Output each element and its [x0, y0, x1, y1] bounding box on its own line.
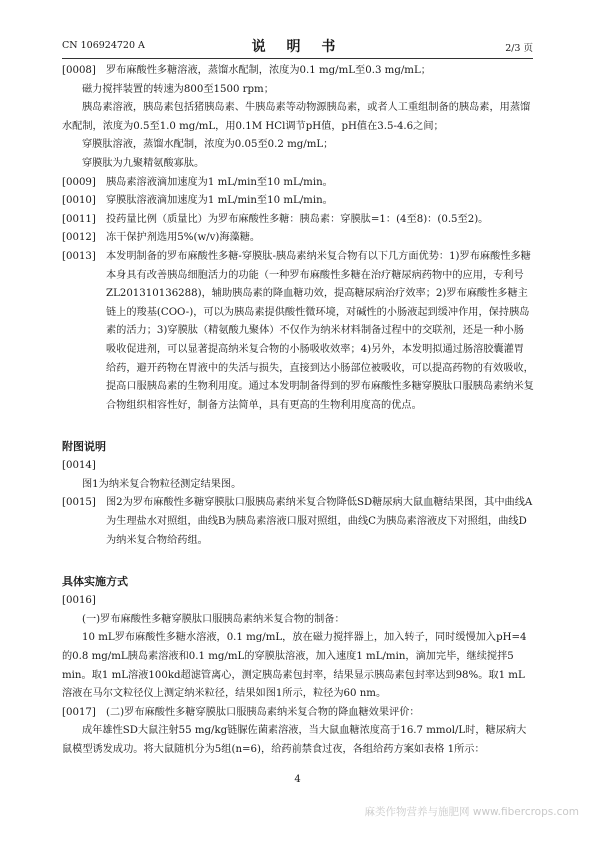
para-num: [0013] [62, 250, 96, 262]
para-text: 罗布麻酸性多糖溶液，蒸馏水配制，浓度为0.1 mg/mL至0.3 mg/mL； [106, 65, 431, 76]
paragraph-0008-line: 胰岛素溶液，胰岛素包括猪胰岛素、牛胰岛素等动物源胰岛素，或者人工重组制备的胰岛素，用蒸馏水配制，浓度为0.5至1.0 mg/mL，用0.1M HCl调节pH值，pH值在3.5-4.6之间； [62, 102, 531, 132]
para-text: 图2为罗布麻酸性多糖穿膜肽口服胰岛素纳米复合物降低SD糖尿病大鼠血糖结果图，其中曲线A为生理盐水对照组，曲线B为胰岛素溶液口服对照组，曲线C为胰岛素溶液皮下对照组，曲线D为纳米复合物给药组。 [106, 497, 533, 546]
paragraph-0014-line: 图1为纳米复合物粒径测定结果图。 [82, 478, 242, 490]
para-text: 冻干保护剂选用5%(w/v)海藻糖。 [106, 232, 261, 244]
watermark-text: 麻类作物营养与施肥网 www.fibercrops.com [364, 806, 579, 818]
paragraph-0014-num: [0014] [62, 460, 96, 472]
para-num: [0011] [62, 213, 96, 225]
para-num: [0010] [62, 195, 96, 207]
para-num: [0008] [62, 65, 96, 76]
paragraph-0016-line: 10 mL罗布麻酸性多糖水溶液，0.1 mg/mL，放在磁力搅拌器上，加入转子，同时缓慢加入pH=4的0.8 mg/mL胰岛素溶液和0.1 mg/mL的穿膜肽溶液，加入速度1 mL/min，滴加完毕，继续搅拌5 min。取1 mL溶液100kd超滤管离心，测定胰岛素包封率，结果显示胰岛素包封率达到98%。取1 mL溶液在马尔文粒径仪上测定纳米粒径，结果如图1所示，粒径为60 nm。 [62, 632, 527, 700]
paragraph-0012 [62, 229, 534, 248]
section-heading-implementation: 具体实施方式 [62, 575, 128, 589]
paragraph-0008-line: 磁力搅拌装置的转速为800至1500 rpm； [82, 83, 274, 95]
paragraph-0010 [62, 192, 534, 211]
paragraph-0016-line: (一)罗布麻酸性多糖穿膜肽口服胰岛素纳米复合物的制备： [82, 613, 345, 625]
paragraph-0015 [62, 494, 534, 550]
para-num: [0015] [62, 497, 96, 509]
para-num: [0017] [62, 706, 96, 718]
paragraph-0008 [62, 62, 534, 81]
paragraph-0017-line: 成年雄性SD大鼠注射55 mg/kg链脲佐菌素溶液，当大鼠血糖浓度高于16.7 mmol/L时，糖尿病大鼠模型诱发成功。将大鼠随机分为5组(n=6)，给药前禁食过夜，各组给药方案如表格 1所示： [62, 725, 527, 755]
paragraph-0016-num: [0016] [62, 595, 96, 607]
paragraph-0013 [62, 248, 534, 415]
paragraph-0008-line: 穿膜肽为九聚精氨酸寡肽。 [82, 157, 205, 169]
para-text: 穿膜肽溶液滴加速度为1 mL/min至10 mL/min。 [106, 195, 333, 207]
paragraph-0017 [62, 704, 534, 723]
para-num: [0012] [62, 232, 96, 244]
paragraph-0008-line: 穿膜肽溶液，蒸馏水配制，浓度为0.05至0.2 mg/mL； [82, 139, 334, 151]
doc-title: 说 明 书 [251, 39, 344, 55]
para-text: 本发明制备的罗布麻酸性多糖-穿膜肽-胰岛素纳米复合物有以下几方面优势：1)罗布麻酸性多糖本身具有改善胰岛细胞活力的功能（一种罗布麻酸性多糖在治疗糖尿病药物中的应用，专利号ZL201310136288)，辅助胰岛素的降血糖功效，提高糖尿病治疗效率；2)罗布麻酸性多糖主链上的羧基(COO-)，可以为胰岛素提供酸性微环境，对碱性的小肠液起到缓冲作用，保持胰岛素的活力；3)穿膜肽（精氨酸九聚体）不仅作为纳米材料制备过程中的交联剂，还是一种小肠吸收促进剂，可以显著提高纳米复合物的小肠吸收效率；4)另外，本发明拟通过肠溶胶囊灌胃给药，避开药物在胃液中的失活与损失，直接到达小肠部位被吸收，可以提高药物的有效吸收，提高口服胰岛素的生物利用度。通过本发明制备得到的罗布麻酸性多糖穿膜肽口服胰岛素纳米复合物组织相容性好，制备方法简单，具有更高的生物利用度高的优点。 [106, 250, 534, 411]
para-text: 胰岛素溶液滴加速度为1 mL/min至10 mL/min。 [106, 176, 333, 188]
document-body [62, 62, 534, 760]
section-heading-figures: 附图说明 [62, 440, 106, 454]
doc-number: CN 106924720 A [62, 40, 145, 51]
para-text: 投药量比例（质量比）为罗布麻酸性多糖：胰岛素：穿膜肽=1：(4至8)：(0.5至2)。 [106, 213, 489, 225]
paragraph-0011 [62, 211, 534, 230]
page-number: 4 [294, 774, 301, 785]
para-text: (二)罗布麻酸性多糖穿膜肽口服胰岛素纳米复合物的降血糖效果评价： [106, 706, 420, 718]
page-header [62, 36, 533, 56]
header-rule [62, 58, 533, 59]
paragraph-0009 [62, 174, 534, 193]
page-info: 2/3 页 [505, 43, 533, 54]
para-num: [0009] [62, 176, 96, 188]
